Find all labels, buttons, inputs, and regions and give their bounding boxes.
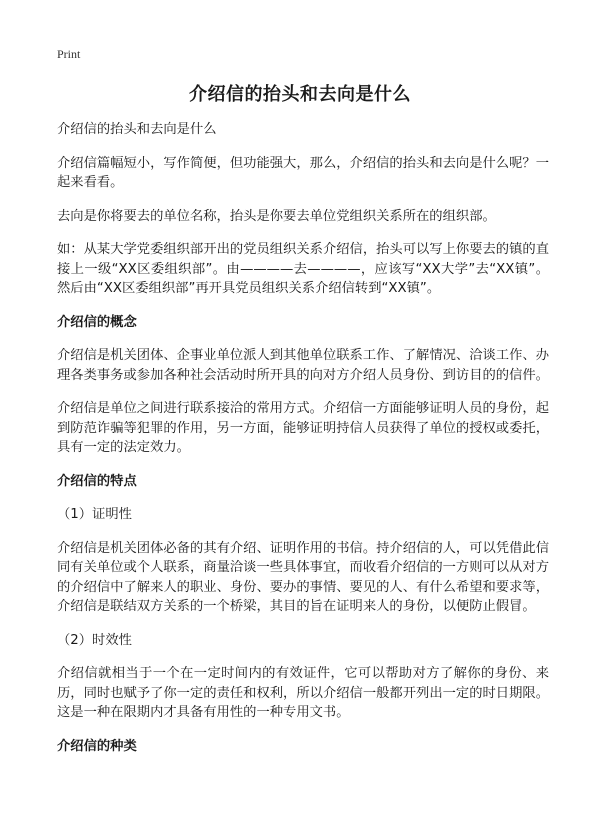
subtitle-paragraph: 介绍信的抬头和去向是什么 xyxy=(57,122,217,137)
document-body xyxy=(57,120,549,756)
intro-paragraph: 介绍信篇幅短小，写作简便，但功能强大，那么，介绍信的抬头和去向是什么呢？一起来看看。 xyxy=(57,155,549,190)
concept-paragraph-1: 介绍信是机关团体、企事业单位派人到其他单位联系工作、了解情况、洽谈工作、办理各类事务或参加各种社会活动时所开具的向对方介绍人员身份、到访目的的信件。 xyxy=(57,348,549,383)
print-label[interactable]: Print xyxy=(57,47,81,61)
section-heading-types: 介绍信的种类 xyxy=(57,738,137,754)
example-paragraph: 如：从某大学党委组织部开出的党员组织关系介绍信，抬头可以写上你要去的镇的直接上一级“XX区委组织部”。由————去————，应该写“XX大学”去“XX镇”。然后由“XX区委组织部”再开具党员组织关系介绍信转到“XX镇”。 xyxy=(57,242,549,296)
concept-paragraph-2: 介绍信是单位之间进行联系接洽的常用方式。介绍信一方面能够证明人员的身份，起到防范诈骗等犯罪的作用，另一方面，能够证明持信人员获得了单位的授权或委托，具有一定的法定效力。 xyxy=(57,401,549,455)
feature-1-paragraph: 介绍信是机关团体必备的其有介绍、证明作用的书信。持介绍信的人，可以凭借此信同有关单位或个人联系，商量洽谈一些具体事宜，而收看介绍信的一方则可以从对方的介绍信中了解来人的职业、身份、要办的事情、要见的人、有什么希望和要求等，介绍信是联结双方关系的一个桥梁，其目的旨在证明来人的身份，以便防止假冒。 xyxy=(57,540,549,614)
feature-2-paragraph: 介绍信就相当于一个在一定时间内的有效证件，它可以帮助对方了解你的身份、来历，同时也赋予了你一定的责任和权利，所以介绍信一般都开列出一定的时日期限。这是一种在限期内才具备有用性的一种专用文书。 xyxy=(57,666,549,720)
feature-1-label: （1）证明性 xyxy=(57,507,132,522)
section-heading-features: 介绍信的特点 xyxy=(57,473,137,489)
section-heading-concept: 介绍信的概念 xyxy=(57,314,137,330)
destination-paragraph: 去向是你将要去的单位名称，抬头是你要去单位党组织关系所在的组织部。 xyxy=(57,208,496,224)
feature-2-label: （2）时效性 xyxy=(57,632,132,648)
page-title: 介绍信的抬头和去向是什么 xyxy=(189,84,411,105)
